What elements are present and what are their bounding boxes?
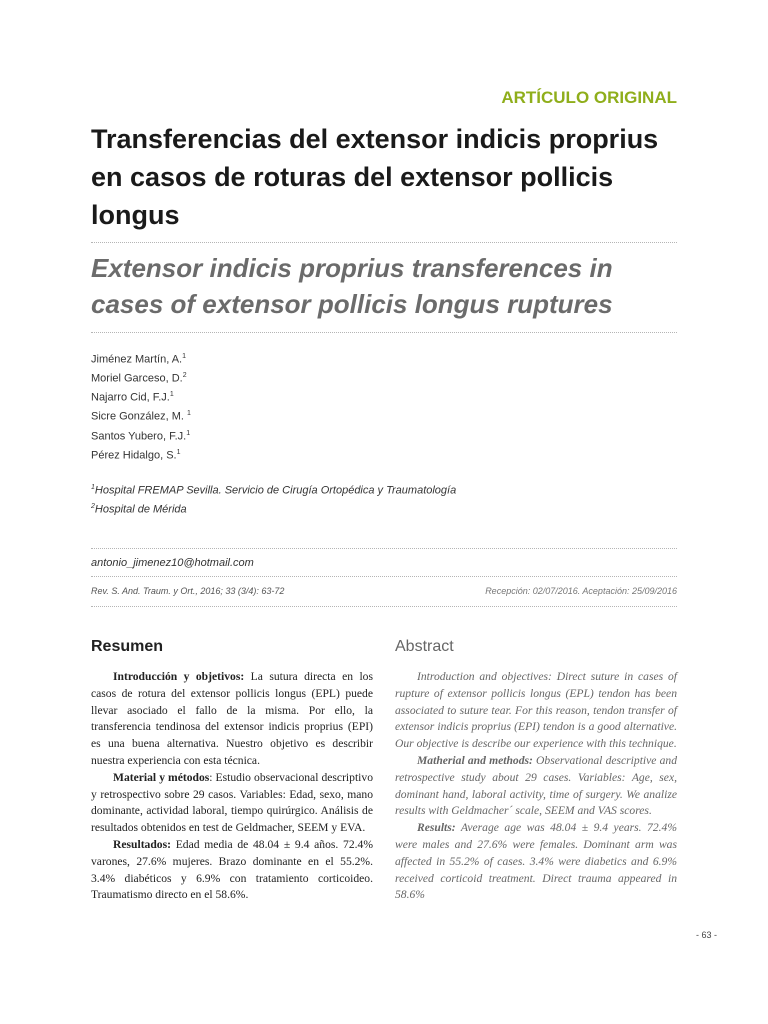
- divider: [91, 548, 677, 549]
- author-list: [91, 349, 191, 464]
- resumen-column: [91, 669, 373, 904]
- paragraph: Matherial and methods: Observational descriptive and retrospective study about 29 cases. Variables: Age, sex, dominant hand, laboral activity, time of surgery. We analize results with Geldmacher´ scale, SEEM and VAS scores.: [395, 753, 677, 818]
- affiliation: $^1$Hospital FREMAP Sevilla. Servicio de Cirugía Ortopédica y Traumatología: [91, 484, 457, 497]
- author: Pérez Hidalgo, S.$^1$: [91, 448, 181, 462]
- author: Jiménez Martín, A.$^1$: [91, 353, 186, 366]
- author: Sicre González, M. $^1$: [91, 410, 191, 424]
- paragraph: Introducción y objetivos: La sutura directa en los casos de rotura del extensor pollicis longus (EPL) puede llevar asociado el fallo de la misma. Por ello, la transferencia tendinosa del extensor indicis proprius (EPI) es una buena alternativa. Nuestro objetivo es describir nuestra experiencia con esta técnica.: [91, 670, 373, 767]
- title-english: Extensor indicis proprius transferences in cases of extensor pollicis longus ruptures: [91, 253, 613, 319]
- divider: [91, 606, 677, 607]
- page-number: - 63 -: [696, 930, 718, 940]
- divider: [91, 332, 677, 333]
- author: Santos Yubero, F.J.$^1$: [91, 429, 191, 443]
- section-tag: ARTÍCULO ORIGINAL: [501, 88, 677, 107]
- paragraph: Resultados: Edad media de 48.04 ± 9.4 años. 72.4% varones, 27.6% mujeres. Brazo dominante en el 55.2%. 3.4% diabéticos y 6.9% con tratamiento corticoideo. Traumatismo directo en el 58.6%.: [91, 837, 373, 902]
- title-spanish: Transferencias del extensor indicis proprius en casos de roturas del extensor pollicis longus: [91, 124, 659, 230]
- divider: [91, 576, 677, 577]
- affiliations: [91, 480, 456, 517]
- author: Moriel Garceso, D.$^2$: [91, 372, 187, 385]
- divider: [91, 242, 677, 243]
- contact-email[interactable]: antonio_jimenez10@hotmail.com: [91, 557, 254, 569]
- author: Najarro Cid, F.J.$^1$: [91, 391, 174, 404]
- resumen-heading: Resumen: [91, 638, 164, 655]
- submission-dates: Recepción: 02/07/2016. Aceptación: 25/09/2016: [485, 586, 677, 596]
- abstract-heading: Abstract: [395, 638, 454, 655]
- abstract-column: [395, 669, 677, 904]
- paragraph: Introduction and objectives: Direct suture in cases of rupture of extensor pollicis longus (EPL) tendon has been associated to suture tear. For this reason, tendon transfer of extensor indicis proprius (EPI) tendon is a good alternative. Our objective is describe our experience with this technique.: [395, 670, 677, 751]
- paragraph: Material y métodos: Estudio observacional descriptivo y retrospectivo sobre 29 casos. Variables: Edad, sexo, mano dominante, actividad laboral, tiempo quirúrgico. Análisis de resultados obtenidos en test de Geldmacher, SEEM y EVA.: [91, 770, 373, 835]
- paragraph: Results: Average age was 48.04 ± 9.4 years. 72.4% were males and 27.6% were females. Dominant arm was affected in 55.2% of cases. 3.4% were diabetics and 6.9% received corticoid treatment. Direct trauma appeared in 58.6%: [395, 821, 677, 902]
- affiliation: $^2$Hospital de Mérida: [91, 502, 187, 516]
- journal-reference: Rev. S. And. Traum. y Ort., 2016; 33 (3/4): 63-72: [91, 586, 285, 596]
